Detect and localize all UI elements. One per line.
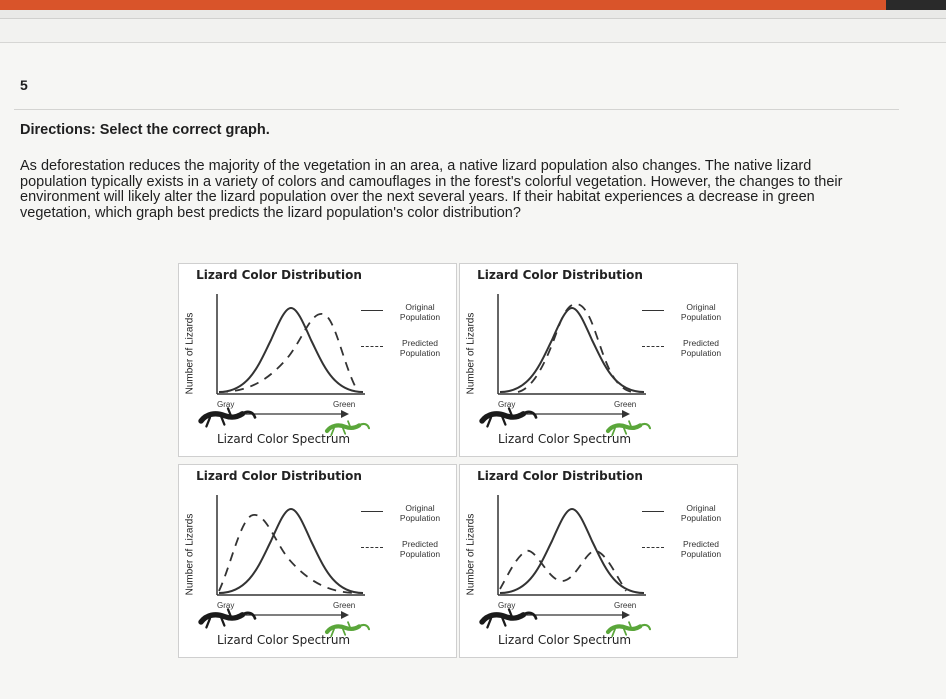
graph-title: Lizard Color Distribution	[196, 268, 362, 282]
gray-label: Gray	[498, 400, 516, 409]
lizard-icon	[482, 408, 536, 426]
original-population-curve	[219, 509, 363, 593]
answer-graph-option-1[interactable]	[178, 263, 457, 457]
legend-solid-line	[361, 310, 383, 311]
legend-predicted	[642, 336, 730, 372]
legend-original-label: Original Population	[680, 302, 722, 322]
gray-lizard-icon	[201, 408, 255, 426]
legend-original	[361, 300, 449, 336]
spectrum-arrowhead	[341, 410, 349, 418]
original-population-curve	[500, 308, 644, 392]
legend-original-label: Original Population	[399, 302, 441, 322]
answer-graph-option-2[interactable]	[459, 263, 738, 457]
graph-title: Lizard Color Distribution	[477, 268, 643, 282]
spectrum-arrowhead	[622, 611, 630, 619]
x-axis-label: Lizard Color Spectrum	[217, 633, 351, 647]
legend-predicted	[361, 537, 449, 573]
legend-solid-line	[642, 310, 664, 311]
graph-legend	[642, 501, 730, 573]
green-label: Green	[333, 400, 356, 409]
gray-label: Gray	[217, 601, 235, 610]
legend-solid-line	[642, 511, 664, 512]
lizard-icon	[201, 408, 255, 426]
gray-lizard-icon	[482, 609, 536, 627]
directions-text: Directions: Select the correct graph.	[20, 122, 270, 138]
prompt-line: environment will likely alter the lizard population over the next several years. If their habitat experiences a decrease in green	[20, 189, 815, 205]
x-axis-label: Lizard Color Spectrum	[498, 633, 632, 647]
lizard-icon	[482, 609, 536, 627]
legend-original	[361, 501, 449, 537]
legend-predicted-label: Predicted Population	[399, 338, 441, 358]
green-label: Green	[333, 601, 356, 610]
prompt-line: As deforestation reduces the majority of the vegetation in an area, a native lizard population also changes. The native lizard	[20, 158, 812, 174]
legend-predicted-label: Predicted Population	[399, 539, 441, 559]
graph-legend	[361, 501, 449, 573]
green-label: Green	[614, 601, 637, 610]
green-label: Green	[614, 400, 637, 409]
lizard-icon	[201, 609, 255, 627]
legend-solid-line	[361, 511, 383, 512]
legend-original-label: Original Population	[680, 503, 722, 523]
legend-original-label: Original Population	[399, 503, 441, 523]
legend-dashed-line	[361, 346, 383, 347]
question-number: 5	[20, 77, 28, 93]
answer-graph-option-3[interactable]	[178, 464, 457, 658]
answer-graph-option-4[interactable]	[459, 464, 738, 658]
gray-label: Gray	[498, 601, 516, 610]
legend-predicted-label: Predicted Population	[680, 539, 722, 559]
question-prompt	[20, 159, 860, 221]
legend-predicted-label: Predicted Population	[680, 338, 722, 358]
top-accent-bar	[0, 0, 946, 10]
y-axis-label: Number of Lizards	[465, 513, 477, 596]
spectrum-arrowhead	[622, 410, 630, 418]
graph-legend	[642, 300, 730, 372]
x-axis-label: Lizard Color Spectrum	[217, 432, 351, 446]
legend-dashed-line	[642, 346, 664, 347]
predicted-population-curve	[518, 304, 632, 392]
graph-title: Lizard Color Distribution	[477, 469, 643, 483]
prompt-line: population typically exists in a variety of colors and camouflages in the forest's colorful vegetation. However, the changes to their	[20, 173, 843, 190]
window-corner	[886, 0, 946, 10]
legend-original	[642, 300, 730, 336]
graph-legend	[361, 300, 449, 372]
legend-dashed-line	[361, 547, 383, 548]
legend-dashed-line	[642, 547, 664, 548]
gray-lizard-icon	[201, 609, 255, 627]
gray-label: Gray	[217, 400, 235, 409]
original-population-curve	[500, 509, 644, 593]
legend-predicted	[361, 336, 449, 372]
gray-lizard-icon	[482, 408, 536, 426]
y-axis-label: Number of Lizards	[465, 312, 477, 395]
y-axis-label: Number of Lizards	[184, 312, 196, 395]
legend-original	[642, 501, 730, 537]
legend-predicted	[642, 537, 730, 573]
y-axis-label: Number of Lizards	[184, 513, 196, 596]
graph-title: Lizard Color Distribution	[196, 469, 362, 483]
divider	[14, 109, 899, 110]
spectrum-arrowhead	[341, 611, 349, 619]
prompt-line: vegetation, which graph best predicts the lizard population's color distribution?	[20, 204, 521, 221]
x-axis-label: Lizard Color Spectrum	[498, 432, 632, 446]
